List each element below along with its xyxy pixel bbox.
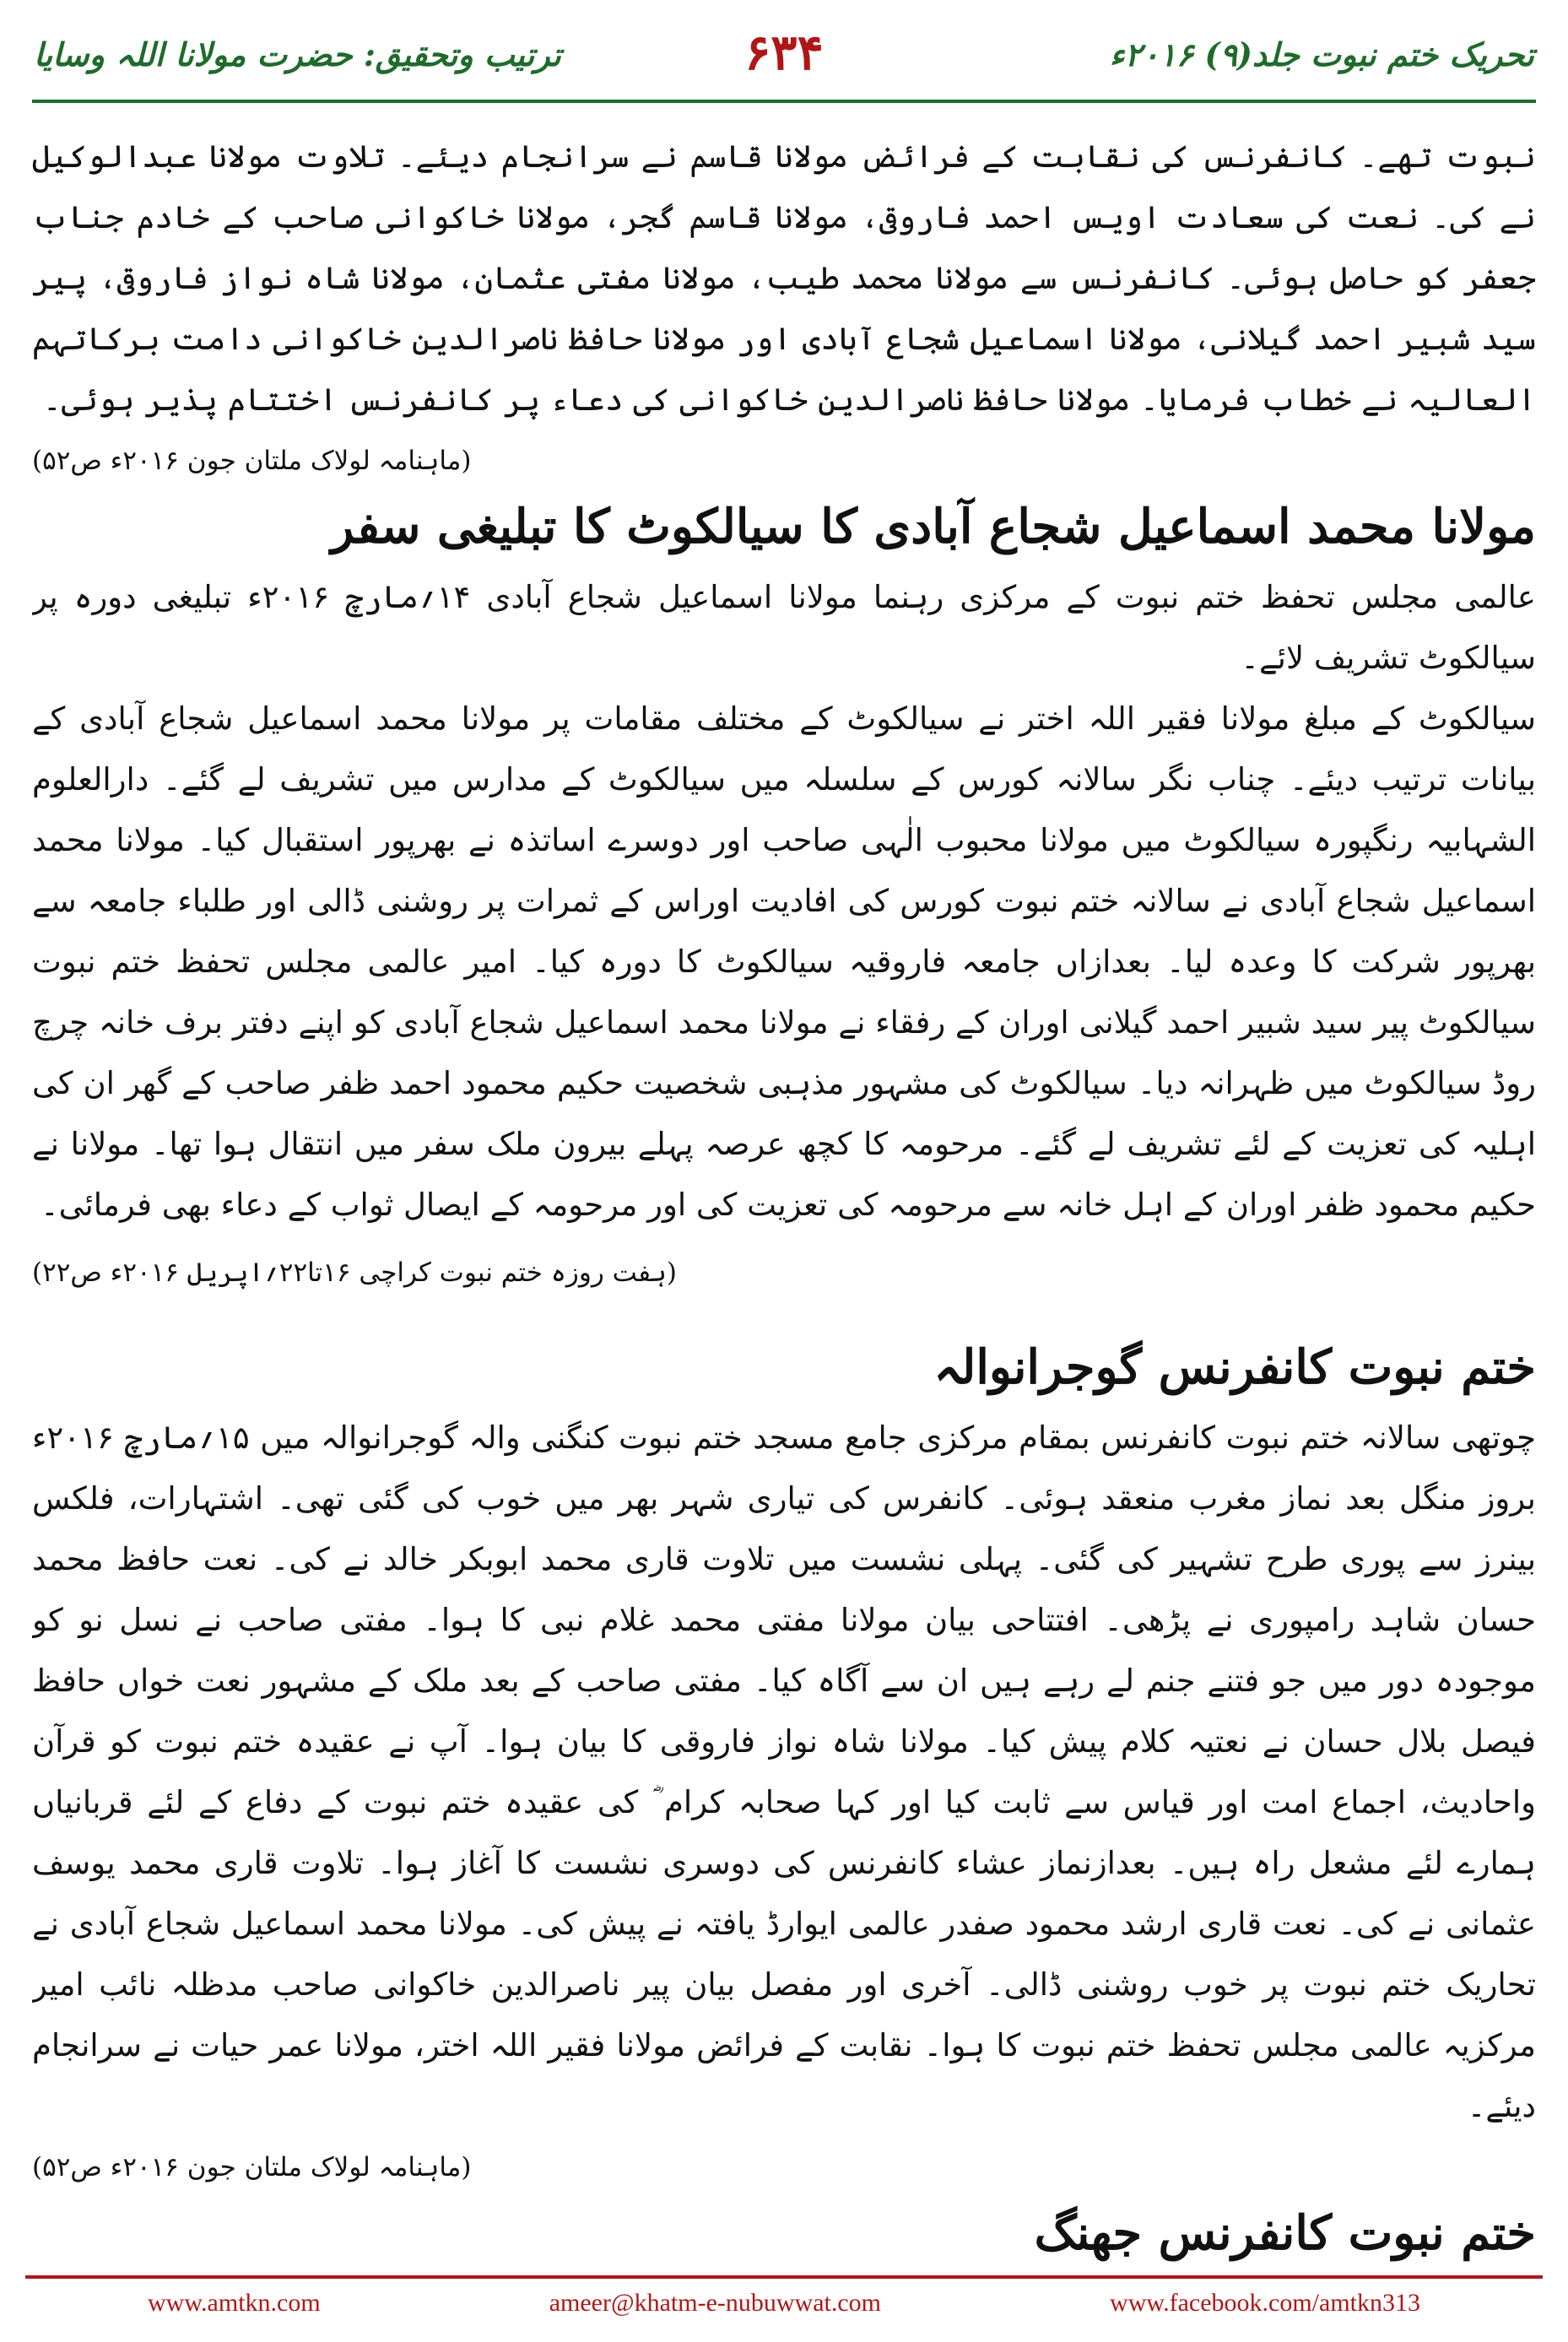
citation: (ہفت روزہ ختم نبوت کراچی ۱۶تا۲۲؍اپریل ۲۰۱۶ء ص۲۲) xyxy=(32,1258,678,1288)
paragraph: چوتھی سالانہ ختم نبوت کانفرنس بمقام مرکزی جامع مسجد ختم نبوت کنگنی والہ گوجرانوالہ میں ۱۵؍مارچ ۲۰۱۶ء بروز منگل بعد نماز مغرب منعقد ہوئی۔ کانفرس کی تیاری شہر بھر میں خوب کی گئی تھی۔ اشتہارات، فلکس بینرز سے پوری طرح تشہیر کی گئی۔ پہلی نشست میں تلاوت قاری محمد ابوبکر خالد نے کی۔ نعت حافظ محمد حسان شاہد رامپوری نے پڑھی۔ افتتاحی بیان مولانا مفتی محمد غلام نبی کا ہوا۔ مفتی صاحب نے نسل نو کو موجودہ دور میں جو فتنے جنم لے رہے ہیں ان سے آگاہ کیا۔ مفتی صاحب کے بعد ملک کے مشہور نعت خواں حافظ فیصل بلال حسان نے نعتیہ کلام پیش کیا۔ مولانا شاہ نواز فاروقی کا بیان ہوا۔ آپ نے عقیدہ ختم نبوت کو قرآن واحادیث، اجماع امت اور قیاس سے ثابت کیا اور کہا صحابہ کرام ؓ کی عقیدہ ختم نبوت کے دفاع کے لئے قربانیاں ہمارے لئے مشعل راہ ہیں۔ بعدازنماز عشاء کانفرنس کی دوسری نشست کا آغاز ہوا۔ تلاوت قاری محمد یوسف عثمانی نے کی۔ نعت قاری ارشد محمود صفدر عالمی ایوارڈ یافتہ نے پیش کی۔ مولانا محمد اسماعیل شجاع آبادی نے تحاریک ختم نبوت پر خوب روشنی ڈالی۔ آخری اور مفصل بیان پیر ناصرالدین خاکوانی صاحب مدظلہ نائب امیر مرکزیہ عالمی مجلس تحفظ ختم نبوت کا ہوا۔ نقابت کے فرائض مولانا فقیر اللہ اختر، مولانا عمر حیات نے سرانجام دیئے۔ xyxy=(32,1420,1536,2124)
page-number: ۶۳۴ xyxy=(744,24,824,81)
section-continuation xyxy=(32,127,1536,486)
footer-divider xyxy=(25,2275,1543,2279)
section-sialkot-tour xyxy=(32,486,1536,1298)
paragraph: سیالکوٹ کے مبلغ مولانا فقیر اللہ اختر نے سیالکوٹ کے مختلف مقامات پر مولانا محمد اسماعیل شجاع آبادی کے بیانات ترتیب دیئے۔ چناب نگر سالانہ کورس کے سلسلہ میں سیالکوٹ کے مدارس میں تشریف لے گئے۔ دارالعلوم الشہابیہ رنگپورہ سیالکوٹ میں مولانا محبوب الٰہی صاحب اور دوسرے اساتذہ نے بھرپور استقبال کیا۔ مولانا محمد اسماعیل شجاع آبادی نے سالانہ ختم نبوت کورس کی افادیت اوراس کے ثمرات پر روشنی ڈالی اور طلباء جامعہ سے بھرپور شرکت کا وعدہ لیا۔ بعدازاں جامعہ فاروقیہ سیالکوٹ کا دورہ کیا۔ امیر عالمی مجلس تحفظ ختم نبوت سیالکوٹ پیر سید شبیر احمد گیلانی اوران کے رفقاء نے مولانا محمد اسماعیل شجاع آبادی کو اپنے دفتر برف خانہ چرچ روڈ سیالکوٹ میں ظہرانہ دیا۔ سیالکوٹ کی مشہور مذہبی شخصیت حکیم محمود احمد ظفر صاحب کے گھر ان کی اہلیہ کی تعزیت کے لئے تشریف لے گئے۔ مرحومہ کا کچھ عرصہ پہلے بیرون ملک سفر میں انتقال ہوا تھا۔ مولانا نے حکیم محمود ظفر اوران کے اہل خانہ سے مرحومہ کی تعزیت کی اور مرحومہ کے ایصال ثواب کے دعاء بھی فرمائی۔ xyxy=(32,700,1536,1223)
footer-links xyxy=(0,2289,1568,2318)
compiler-credit: ترتیب وتحقیق: حضرت مولانا اللہ وسایا xyxy=(34,35,561,73)
citation: (ماہنامہ لولاک ملتان جون ۲۰۱۶ء ص۵۲) xyxy=(32,446,472,476)
page-content xyxy=(32,127,1536,2270)
paragraph: عالمی مجلس تحفظ ختم نبوت کے مرکزی رہنما مولانا اسماعیل شجاع آبادی ۱۴؍مارچ ۲۰۱۶ء تبلیغی دورہ پر سیالکوٹ تشریف لائے۔ xyxy=(32,579,1536,676)
section-heading: ختم نبوت کانفرنس گوجرانوالہ xyxy=(933,1339,1536,1395)
section-jhang-conference xyxy=(32,2193,1536,2270)
section-heading: مولانا محمد اسماعیل شجاع آبادی کا سیالکوٹ کا تبلیغی سفر xyxy=(331,499,1536,554)
section-heading: ختم نبوت کانفرنس جھنگ xyxy=(1034,2205,1536,2261)
section-gujranwala-conference xyxy=(32,1327,1536,2193)
page-footer xyxy=(0,2275,1568,2342)
header-divider xyxy=(32,100,1536,103)
email-link[interactable]: ameer@khatm-e-nubuwwat.com xyxy=(549,2289,882,2317)
facebook-link[interactable]: www.facebook.com/amtkn313 xyxy=(1110,2289,1420,2317)
book-title: تحریک ختم نبوت جلد(۹) ۲۰۱۶ء xyxy=(1109,35,1534,73)
website-link[interactable]: www.amtkn.com xyxy=(148,2289,321,2317)
page-header xyxy=(0,0,1568,127)
citation: (ماہنامہ لولاک ملتان جون ۲۰۱۶ء ص۵۲) xyxy=(32,2152,472,2182)
paragraph: نبوت تھے۔ کانفرنس کی نقابت کے فرائض مولانا قاسم نے سرانجام دیئے۔ تلاوت مولانا عبدالوکیل نے کی۔ نعت کی سعادت اویس احمد فاروقی، مولانا قاسم گجر، مولانا خاکوانی صاحب کے خادم جناب جعفر کو حاصل ہوئی۔ کانفرنس سے مولانا محمد طیب، مولانا مفتی عثمان، مولانا شاہ نواز فاروقی، پیر سید شبیر احمد گیلانی، مولانا اسماعیل شجاع آبادی اور مولانا حافظ ناصرالدین خاکوانی دامت برکاتہم العالیہ نے خطاب فرمایا۔ مولانا حافظ ناصرالدین خاکوانی کی دعاء پر کانفرنس اختتام پذیر ہوئی۔ xyxy=(32,138,1536,418)
